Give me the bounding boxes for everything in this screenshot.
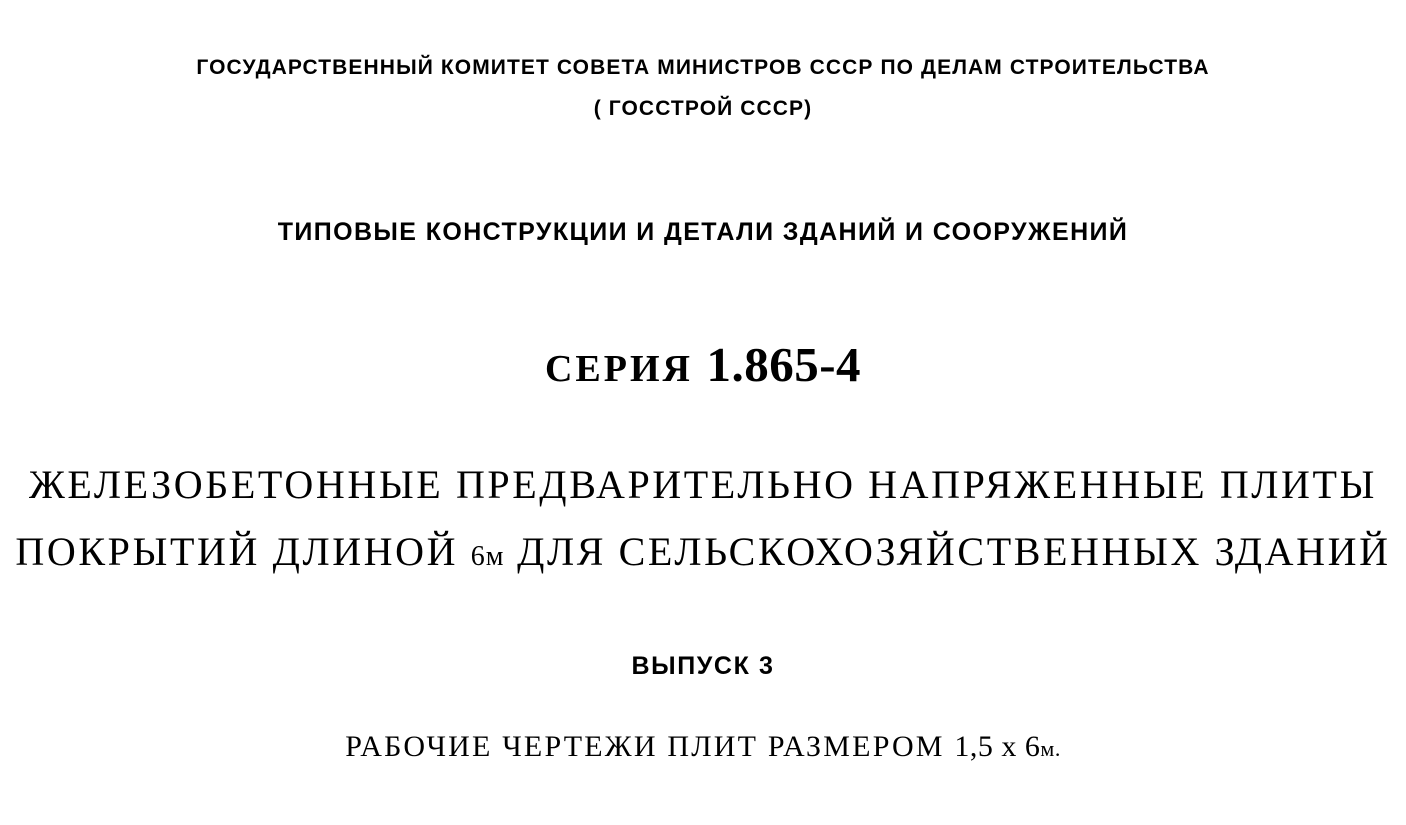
document-title-line-1: ЖЕЛЕЗОБЕТОННЫЕ ПРЕДВАРИТЕЛЬНО НАПРЯЖЕННЫЕ ПЛИТЫ xyxy=(28,462,1378,507)
authority-line-1: ГОСУДАРСТВЕННЫЙ КОМИТЕТ СОВЕТА МИНИСТРОВ СССР ПО ДЕЛАМ СТРОИТЕЛЬСТВА xyxy=(196,56,1210,79)
series-number: 1.865-4 xyxy=(706,337,862,392)
authority-line-2: ( ГОССТРОЙ СССР) xyxy=(593,97,813,120)
description-unit: м. xyxy=(1040,736,1061,761)
description-dimensions: 1,5 x 6 xyxy=(954,730,1041,763)
series-label: СЕРИЯ xyxy=(544,348,693,390)
title-line-2-part-1: ПОКРЫТИЙ ДЛИНОЙ xyxy=(15,529,459,574)
document-subtitle: ТИПОВЫЕ КОНСТРУКЦИИ И ДЕТАЛИ ЗДАНИЙ И СООРУЖЕНИЙ xyxy=(277,218,1129,246)
issue-line xyxy=(0,652,1406,681)
document-title-line-2 xyxy=(0,528,1406,575)
description-text: РАБОЧИЕ ЧЕРТЕЖИ ПЛИТ РАЗМЕРОМ xyxy=(345,730,945,763)
issue-number: 3 xyxy=(759,652,775,680)
description-line xyxy=(0,730,1406,764)
title-line-2-part-2: ДЛЯ СЕЛЬСКОХОЗЯЙСТВЕННЫХ ЗДАНИЙ xyxy=(517,529,1391,574)
issue-label: ВЫПУСК xyxy=(631,652,751,680)
description-dimensions-group xyxy=(954,730,1060,763)
series-line xyxy=(0,336,1406,393)
title-line-2-length: 6м xyxy=(470,541,505,572)
